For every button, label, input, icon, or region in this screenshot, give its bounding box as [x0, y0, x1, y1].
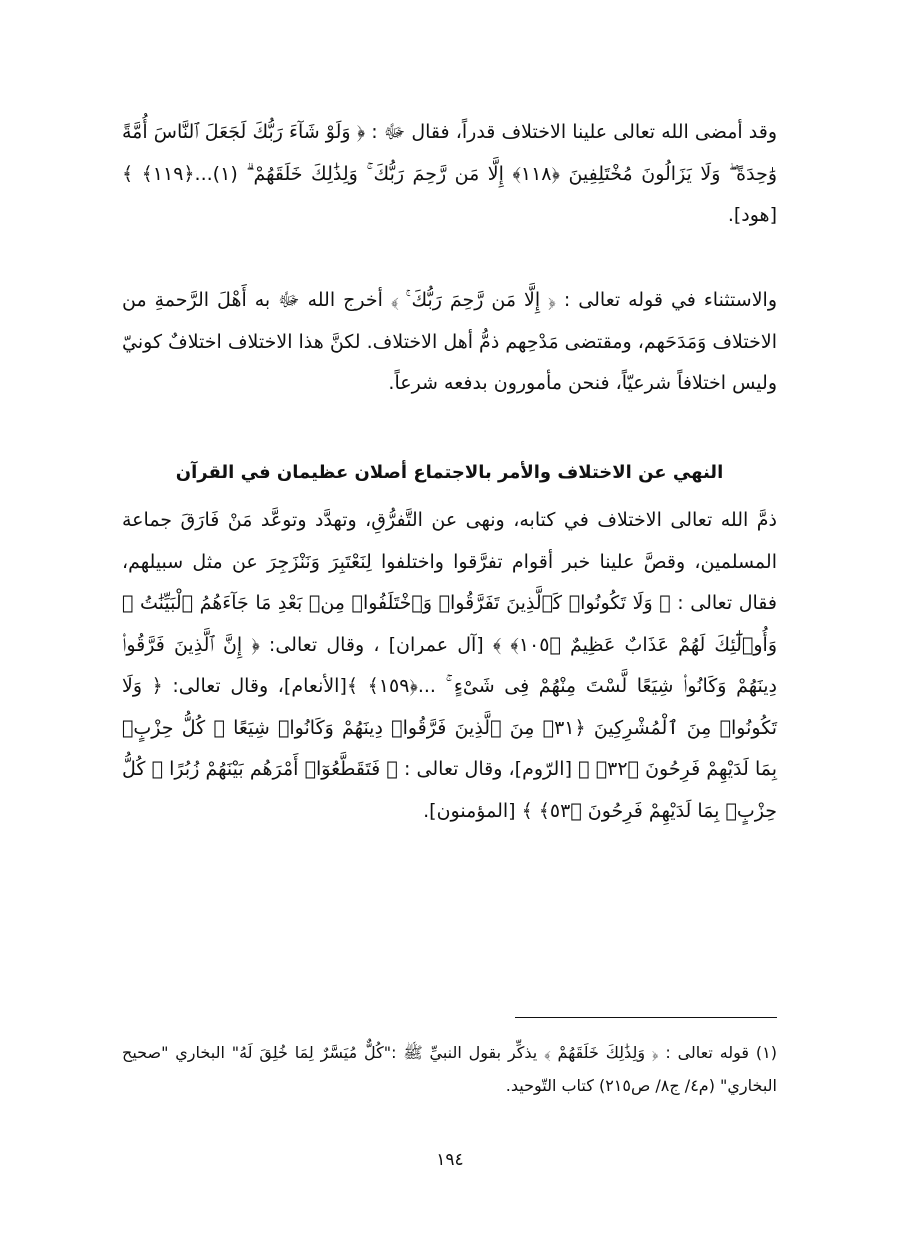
paragraph-hud-quote — [122, 112, 777, 237]
section-heading: النهي عن الاختلاف والأمر بالاجتماع أصلان عظيمان في القرآن — [175, 462, 724, 483]
paragraph-text: وقد أمضى الله تعالى علينا الاختلاف قدراً، فقال ﷻ : ﴿ وَلَوْ شَآءَ رَبُّكَ لَجَعَلَ ٱلنَّاسَ أُمَّةً وَٰحِدَةً ۖ وَلَا يَزَالُونَ مُخْتَلِفِينَ ﴿١١٨﴾ إِلَّا مَن رَّحِمَ رَبُّكَ ۚ وَلِذَٰلِكَ خَلَقَهُمْ ۗ (١)...﴿١١٩﴾ ﴾ [هود]. — [122, 121, 777, 226]
paragraph-text: ذمَّ الله تعالى الاختلاف في كتابه، ونهى عن التَّفرُّقِ، وتهدَّد وتوعَّد مَنْ فَارَقَ جماعة المسلمين، وقصَّ علينا خبر أقوام تفرَّقوا واختلفوا لِنَعْتَبِرَ وَنَنْزَجِرَ عن مثل سبيلهم، فقال تعالى : ﴿ وَلَا تَكُونُوا۟ كَٱلَّذِينَ تَفَرَّقُوا۟ وَٱخْتَلَفُوا۟ مِنۢ بَعْدِ مَا جَآءَهُمُ ٱلْبَيِّنَٰتُ ۚ وَأُو۟لَٰٓئِكَ لَهُمْ عَذَابٌ عَظِيمٌ ﴿١٠٥﴾ ﴾ [آل عمران] ، وقال تعالى: ﴿ إِنَّ ٱلَّذِينَ فَرَّقُوا۟ دِينَهُمْ وَكَانُوا۟ شِيَعًا لَّسْتَ مِنْهُمْ فِى شَىْءٍ ۚ ...﴿١٥٩﴾ ﴾[الأنعام]، وقال تعالى: ﴿ وَلَا تَكُونُوا۟ مِنَ ٱلْمُشْرِكِينَ ﴿٣١﴾ مِنَ ٱلَّذِينَ فَرَّقُوا۟ دِينَهُمْ وَكَانُوا۟ شِيَعًا ۖ كُلُّ حِزْبٍۭ بِمَا لَدَيْهِمْ فَرِحُونَ ﴿٣٢﴾ ﴾ [الرّوم]، وقال تعالى : ﴿ فَتَقَطَّعُوٓا۟ أَمْرَهُم بَيْنَهُمْ زُبُرًا ۖ كُلُّ حِزْبٍۭ بِمَا لَدَيْهِمْ فَرِحُونَ ﴿٥٣﴾ ﴾ [المؤمنون]. — [122, 509, 778, 822]
paragraph-prohibition — [122, 500, 777, 832]
paragraph-text: والاستثناء في قوله تعالى : ﴿ إِلَّا مَن رَّحِمَ رَبُّكَ ۚ ﴾ أخرج الله ﷻ به أَهْلَ الرَّحمةِ من الاختلاف وَمَدَحَهم، ومقتضى مَدْحِهم ذمُّ أهل الاختلاف. لكنَّ هذا الاختلاف اختلافٌ كونيّ وليس اختلافاً شرعيّاً، فنحن مأمورون بدفعه شرعاً. — [122, 289, 777, 394]
footnote: (١) قوله تعالى : ﴿ وَلِذَٰلِكَ خَلَقَهُمْ ﴾ يذكِّر بقول النبيِّ ﷺ :"كُلٌّ مُيَسَّرٌ لِمَا خُلِقَ لَهُ" البخاري "صحيح البخاري" (م٤/ ج٨/ ص٢١٥) كتاب التّوحيد. — [122, 1043, 777, 1095]
footnote-separator — [515, 1017, 777, 1018]
page-number: ١٩٤ — [436, 1150, 464, 1170]
paragraph-istithna — [122, 280, 777, 405]
